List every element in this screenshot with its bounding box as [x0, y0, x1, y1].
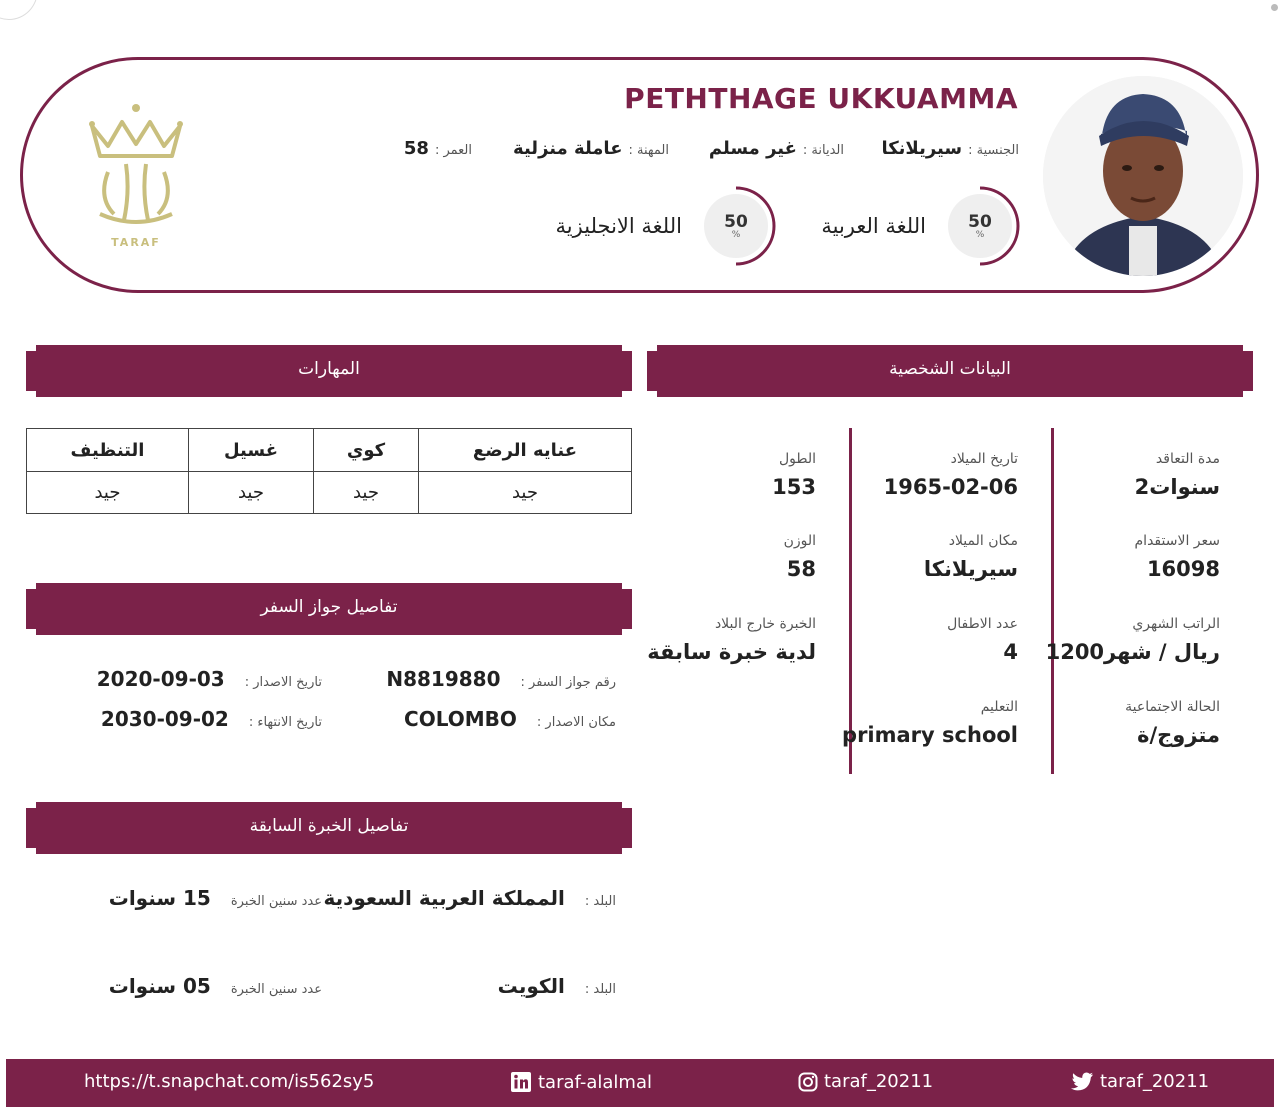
english-language-label: اللغة الانجليزية: [555, 214, 682, 238]
years-label: عدد سنين الخبرة: [230, 982, 322, 997]
years-value: 15 سنوات: [108, 886, 211, 910]
instagram-icon: [798, 1072, 818, 1092]
experience-abroad-label: الخبرة خارج البلاد: [714, 616, 816, 632]
footer-bar: [6, 1059, 1274, 1107]
logo-text: TARAF: [111, 236, 161, 249]
monthly-salary-value: 1200ريال / شهر: [1045, 640, 1220, 664]
contract-duration-field: [1135, 451, 1220, 499]
skills-header-row: [27, 429, 632, 472]
issue-place-field: [404, 707, 616, 731]
religion-field: [709, 138, 844, 159]
birth-place-value: سيريلانكا: [923, 557, 1018, 581]
profession-label: المهنة :: [628, 143, 669, 158]
experience-title: تفاصيل الخبرة السابقة: [249, 816, 409, 836]
age-label: العمر :: [434, 143, 472, 158]
skills-table: [26, 428, 632, 514]
issue-date-field: [97, 667, 322, 691]
snapchat-link[interactable]: [84, 1071, 374, 1092]
birth-place-label: مكان الميلاد: [948, 533, 1018, 549]
recruitment-price-field: [1135, 533, 1220, 581]
years-value: 05 سنوات: [108, 974, 211, 998]
nationality-value: سيريلانكا: [881, 138, 963, 159]
country-label: البلد :: [584, 982, 616, 997]
arabic-language-gauge: [944, 186, 1020, 266]
weight-field: [784, 533, 816, 581]
passport-number-label: رقم جواز السفر :: [520, 675, 616, 690]
twitter-link[interactable]: [1070, 1071, 1209, 1092]
snapchat-url[interactable]: https://t.snapchat.com/is562sy5: [84, 1071, 375, 1092]
english-gauge-value: 50: [724, 212, 748, 232]
nationality-field: [881, 138, 1019, 159]
contract-duration-value: 2سنوات: [1134, 475, 1220, 499]
profession-field: [513, 138, 669, 159]
personal-title: البيانات الشخصية: [889, 359, 1011, 379]
personal-section-header: [647, 345, 1253, 397]
age-value: 58: [403, 138, 429, 159]
experience-years-field: [109, 974, 322, 998]
skills-value-row: [27, 472, 632, 514]
recruitment-price-value: 16098: [1146, 557, 1220, 581]
skills-title: المهارات: [298, 359, 360, 379]
years-label: عدد سنين الخبرة: [230, 894, 322, 909]
top-right-dot: [1271, 4, 1278, 11]
skill-header: التنظيف: [27, 429, 189, 472]
religion-label: الديانة :: [802, 143, 844, 158]
expiry-date-label: تاريخ الانتهاء :: [248, 715, 322, 730]
country-value: المملكة العربية السعودية: [323, 886, 565, 910]
arabic-language-label: اللغة العربية: [821, 214, 926, 238]
skill-header: عنايه الرضع: [419, 429, 632, 472]
arabic-gauge-unit: %: [975, 230, 985, 240]
birth-date-field: [884, 451, 1018, 499]
birth-place-field: [924, 533, 1018, 581]
profile-photo: [1043, 76, 1243, 276]
top-left-corner-arc: [0, 0, 38, 20]
nationality-label: الجنسية :: [968, 143, 1019, 158]
height-field: [772, 451, 816, 499]
country-label: البلد :: [584, 894, 616, 909]
children-value: 4: [1003, 640, 1018, 664]
linkedin-handle[interactable]: taraf-alalmal: [538, 1071, 652, 1093]
taraf-logo: [84, 102, 188, 248]
monthly-salary-field: [1046, 616, 1220, 664]
height-label: الطول: [778, 451, 816, 467]
skill-header: غسيل: [189, 429, 314, 472]
passport-section-header: [26, 583, 632, 635]
education-label: التعليم: [980, 699, 1018, 715]
marital-status-label: الحالة الاجتماعية: [1125, 699, 1220, 715]
marital-status-value: متزوج/ة: [1137, 723, 1220, 747]
english-language-gauge: [700, 186, 776, 266]
skill-value: جيد: [314, 472, 419, 514]
education-value: primary school: [842, 723, 1018, 747]
passport-number-field: [386, 667, 616, 691]
issue-date-label: تاريخ الاصدار :: [244, 675, 322, 690]
expiry-date-field: [101, 707, 322, 731]
linkedin-link[interactable]: [510, 1071, 652, 1093]
skills-section-header: [26, 345, 632, 397]
twitter-handle[interactable]: taraf_20211: [1100, 1071, 1210, 1092]
skill-header: كوي: [314, 429, 419, 472]
education-field: [842, 699, 1018, 747]
weight-label: الوزن: [783, 533, 816, 549]
experience-abroad-field: [647, 616, 816, 664]
issue-place-label: مكان الاصدار :: [536, 715, 616, 730]
english-gauge-unit: %: [731, 230, 741, 240]
country-value: الكويت: [497, 974, 565, 998]
monthly-salary-label: الراتب الشهري: [1132, 616, 1220, 632]
twitter-icon: [1070, 1072, 1094, 1092]
crown-icon: [84, 102, 188, 232]
skill-value: جيد: [27, 472, 189, 514]
contract-duration-label: مدة التعاقد: [1155, 451, 1220, 467]
instagram-link[interactable]: [798, 1071, 933, 1092]
skill-value: جيد: [419, 472, 632, 514]
experience-country-field: [323, 886, 616, 910]
weight-value: 58: [786, 557, 816, 581]
experience-section-header: [26, 802, 632, 854]
birth-date-label: تاريخ الميلاد: [950, 451, 1018, 467]
passport-number-value: N8819880: [386, 667, 501, 691]
instagram-handle[interactable]: taraf_20211: [824, 1071, 934, 1092]
linkedin-icon: [510, 1071, 532, 1093]
recruitment-price-label: سعر الاستقدام: [1134, 533, 1220, 549]
birth-date-value: 1965-02-06: [883, 475, 1018, 499]
experience-years-field: [109, 886, 322, 910]
height-value: 153: [772, 475, 816, 499]
issue-date-value: 2020-09-03: [96, 667, 225, 691]
children-label: عدد الاطفال: [947, 616, 1018, 632]
children-field: [947, 616, 1018, 664]
passport-title: تفاصيل جواز السفر: [260, 597, 398, 617]
arabic-gauge-value: 50: [968, 212, 992, 232]
employee-name: PETHTHAGE UKKUAMMA: [624, 82, 1018, 115]
profession-value: عاملة منزلية: [513, 138, 623, 159]
experience-abroad-value: لدية خبرة سابقة: [647, 640, 816, 664]
personal-divider: [1051, 428, 1054, 774]
expiry-date-value: 2030-09-02: [100, 707, 229, 731]
marital-status-field: [1125, 699, 1220, 747]
skill-value: جيد: [189, 472, 314, 514]
experience-country-field: [498, 974, 616, 998]
age-field: [404, 138, 472, 159]
religion-value: غير مسلم: [708, 138, 797, 159]
issue-place-value: COLOMBO: [404, 707, 517, 731]
